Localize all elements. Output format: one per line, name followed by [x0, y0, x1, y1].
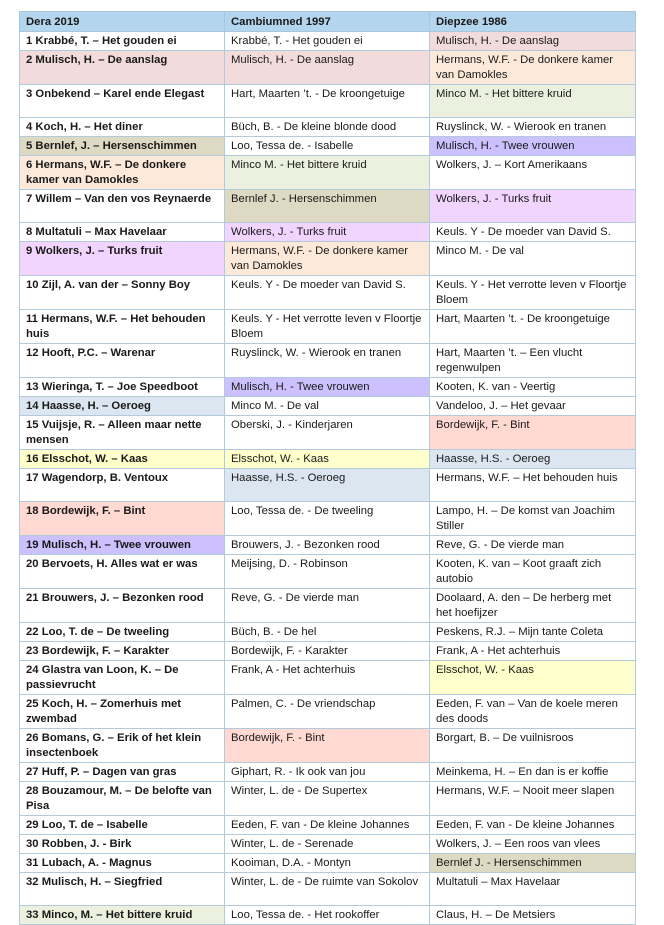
table-row — [20, 835, 636, 854]
table-row — [20, 873, 636, 906]
cambiumned-1997-cell: Winter, L. de - De Supertex — [225, 782, 430, 816]
dera-2019-cell: 21 Brouwers, J. – Bezonken rood — [20, 589, 225, 623]
cambiumned-1997-cell: Büch, B. - De hel — [225, 623, 430, 642]
cambiumned-1997-cell: Krabbé, T. - Het gouden ei — [225, 32, 430, 51]
dera-2019-cell: 8 Multatuli – Max Havelaar — [20, 223, 225, 242]
dera-2019-cell: 27 Huff, P. – Dagen van gras — [20, 763, 225, 782]
cambiumned-1997-cell: Winter, L. de - Serenade — [225, 835, 430, 854]
diepzee-1986-cell: Kooten, K. van - Veertig — [430, 378, 636, 397]
dera-2019-cell: 4 Koch, H. – Het diner — [20, 118, 225, 137]
dera-2019-cell: 25 Koch, H. – Zomerhuis met zwembad — [20, 695, 225, 729]
cambiumned-1997-cell: Bordewijk, F. - Bint — [225, 729, 430, 763]
diepzee-1986-cell: Meinkema, H. – En dan is er koffie — [430, 763, 636, 782]
table-row — [20, 450, 636, 469]
table-row — [20, 378, 636, 397]
table-row — [20, 276, 636, 310]
table-row — [20, 416, 636, 450]
diepzee-1986-cell: Keuls. Y - Het verrotte leven v Floortje Bloem — [430, 276, 636, 310]
diepzee-1986-cell: Kooten, K. van – Koot graaft zich autobio — [430, 555, 636, 589]
diepzee-1986-cell: Claus, H. – De Metsiers — [430, 906, 636, 925]
diepzee-1986-cell: Wolkers, J. – Een roos van vlees — [430, 835, 636, 854]
dera-2019-cell: 19 Mulisch, H. – Twee vrouwen — [20, 536, 225, 555]
diepzee-1986-cell: Minco M. - De val — [430, 242, 636, 276]
diepzee-1986-cell: Hermans, W.F. - De donkere kamer van Damokles — [430, 51, 636, 85]
dera-2019-cell: 28 Bouzamour, M. – De belofte van Pisa — [20, 782, 225, 816]
table-row — [20, 642, 636, 661]
dera-2019-cell: 1 Krabbé, T. – Het gouden ei — [20, 32, 225, 51]
table-row — [20, 242, 636, 276]
dera-2019-cell: 13 Wieringa, T. – Joe Speedboot — [20, 378, 225, 397]
table-row — [20, 502, 636, 536]
dera-2019-cell: 30 Robben, J. - Birk — [20, 835, 225, 854]
table-row — [20, 729, 636, 763]
table-row — [20, 32, 636, 51]
dera-2019-cell: 17 Wagendorp, B. Ventoux — [20, 469, 225, 502]
dera-2019-cell: 10 Zijl, A. van der – Sonny Boy — [20, 276, 225, 310]
dera-2019-cell: 22 Loo, T. de – De tweeling — [20, 623, 225, 642]
diepzee-1986-cell: Hermans, W.F. – Nooit meer slapen — [430, 782, 636, 816]
table-row — [20, 589, 636, 623]
cambiumned-1997-cell: Frank, A - Het achterhuis — [225, 661, 430, 695]
diepzee-1986-cell: Hart, Maarten ’t. – Een vlucht regenwulpen — [430, 344, 636, 378]
diepzee-1986-cell: Multatuli – Max Havelaar — [430, 873, 636, 906]
cambiumned-1997-cell: Winter, L. de - De ruimte van Sokolov — [225, 873, 430, 906]
table-row — [20, 854, 636, 873]
book-lists-table — [19, 11, 636, 925]
diepzee-1986-cell: Wolkers, J. - Turks fruit — [430, 190, 636, 223]
diepzee-1986-cell: Lampo, H. – De komst van Joachim Stiller — [430, 502, 636, 536]
dera-2019-cell: 31 Lubach, A. - Magnus — [20, 854, 225, 873]
dera-2019-cell: 33 Minco, M. – Het bittere kruid — [20, 906, 225, 925]
cambiumned-1997-cell: Loo, Tessa de. - Isabelle — [225, 137, 430, 156]
header-diepzee-1986: Diepzee 1986 — [430, 12, 636, 32]
cambiumned-1997-cell: Loo, Tessa de. - Het rookoffer — [225, 906, 430, 925]
header-row — [20, 12, 636, 32]
diepzee-1986-cell: Peskens, R.J. – Mijn tante Coleta — [430, 623, 636, 642]
cambiumned-1997-cell: Minco M. - De val — [225, 397, 430, 416]
dera-2019-cell: 16 Elsschot, W. – Kaas — [20, 450, 225, 469]
diepzee-1986-cell: Keuls. Y - De moeder van David S. — [430, 223, 636, 242]
cambiumned-1997-cell: Palmen, C. - De vriendschap — [225, 695, 430, 729]
diepzee-1986-cell: Eeden, F. van – Van de koele meren des doods — [430, 695, 636, 729]
diepzee-1986-cell: Frank, A - Het achterhuis — [430, 642, 636, 661]
diepzee-1986-cell: Vandeloo, J. – Het gevaar — [430, 397, 636, 416]
cambiumned-1997-cell: Reve, G. - De vierde man — [225, 589, 430, 623]
cambiumned-1997-cell: Minco M. - Het bittere kruid — [225, 156, 430, 190]
diepzee-1986-cell: Elsschot, W. - Kaas — [430, 661, 636, 695]
diepzee-1986-cell: Doolaard, A. den – De herberg met het hoefijzer — [430, 589, 636, 623]
dera-2019-cell: 3 Onbekend – Karel ende Elegast — [20, 85, 225, 118]
dera-2019-cell: 15 Vuijsje, R. – Alleen maar nette mensen — [20, 416, 225, 450]
dera-2019-cell: 11 Hermans, W.F. – Het behouden huis — [20, 310, 225, 344]
table-row — [20, 137, 636, 156]
dera-2019-cell: 7 Willem – Van den vos Reynaerde — [20, 190, 225, 223]
diepzee-1986-cell: Wolkers, J. – Kort Amerikaans — [430, 156, 636, 190]
cambiumned-1997-cell: Ruyslinck, W. - Wierook en tranen — [225, 344, 430, 378]
table-row — [20, 51, 636, 85]
diepzee-1986-cell: Haasse, H.S. - Oeroeg — [430, 450, 636, 469]
table-row — [20, 623, 636, 642]
diepzee-1986-cell: Hermans, W.F. – Het behouden huis — [430, 469, 636, 502]
dera-2019-cell: 12 Hooft, P.C. – Warenar — [20, 344, 225, 378]
table-row — [20, 156, 636, 190]
cambiumned-1997-cell: Bordewijk, F. - Karakter — [225, 642, 430, 661]
table-row — [20, 816, 636, 835]
cambiumned-1997-cell: Büch, B. - De kleine blonde dood — [225, 118, 430, 137]
diepzee-1986-cell: Minco M. - Het bittere kruid — [430, 85, 636, 118]
dera-2019-cell: 24 Glastra van Loon, K. – De passievrucht — [20, 661, 225, 695]
table-row — [20, 782, 636, 816]
table-body — [20, 32, 636, 925]
dera-2019-cell: 26 Bomans, G. – Erik of het klein insectenboek — [20, 729, 225, 763]
dera-2019-cell: 18 Bordewijk, F. – Bint — [20, 502, 225, 536]
dera-2019-cell: 2 Mulisch, H. – De aanslag — [20, 51, 225, 85]
table-row — [20, 555, 636, 589]
cambiumned-1997-cell: Oberski, J. - Kinderjaren — [225, 416, 430, 450]
dera-2019-cell: 9 Wolkers, J. – Turks fruit — [20, 242, 225, 276]
table-row — [20, 397, 636, 416]
diepzee-1986-cell: Mulisch, H. - De aanslag — [430, 32, 636, 51]
cambiumned-1997-cell: Wolkers, J. - Turks fruit — [225, 223, 430, 242]
table-row — [20, 763, 636, 782]
table-row — [20, 118, 636, 137]
diepzee-1986-cell: Borgart, B. – De vuilnisroos — [430, 729, 636, 763]
table-row — [20, 190, 636, 223]
cambiumned-1997-cell: Hermans, W.F. - De donkere kamer van Damokles — [225, 242, 430, 276]
dera-2019-cell: 29 Loo, T. de – Isabelle — [20, 816, 225, 835]
header-dera-2019: Dera 2019 — [20, 12, 225, 32]
dera-2019-cell: 23 Bordewijk, F. – Karakter — [20, 642, 225, 661]
diepzee-1986-cell: Eeden, F. van - De kleine Johannes — [430, 816, 636, 835]
table-row — [20, 469, 636, 502]
table-row — [20, 223, 636, 242]
cambiumned-1997-cell: Brouwers, J. - Bezonken rood — [225, 536, 430, 555]
cambiumned-1997-cell: Mulisch, H. - Twee vrouwen — [225, 378, 430, 397]
dera-2019-cell: 32 Mulisch, H. – Siegfried — [20, 873, 225, 906]
table-row — [20, 906, 636, 925]
dera-2019-cell: 5 Bernlef, J. – Hersenschimmen — [20, 137, 225, 156]
cambiumned-1997-cell: Mulisch, H. - De aanslag — [225, 51, 430, 85]
table-row — [20, 661, 636, 695]
cambiumned-1997-cell: Eeden, F. van - De kleine Johannes — [225, 816, 430, 835]
table-row — [20, 344, 636, 378]
diepzee-1986-cell: Ruyslinck, W. - Wierook en tranen — [430, 118, 636, 137]
table-row — [20, 310, 636, 344]
cambiumned-1997-cell: Keuls. Y - Het verrotte leven v Floortje Bloem — [225, 310, 430, 344]
diepzee-1986-cell: Reve, G. - De vierde man — [430, 536, 636, 555]
diepzee-1986-cell: Mulisch, H. - Twee vrouwen — [430, 137, 636, 156]
dera-2019-cell: 20 Bervoets, H. Alles wat er was — [20, 555, 225, 589]
cambiumned-1997-cell: Loo, Tessa de. - De tweeling — [225, 502, 430, 536]
dera-2019-cell: 14 Haasse, H. – Oeroeg — [20, 397, 225, 416]
table-row — [20, 536, 636, 555]
cambiumned-1997-cell: Elsschot, W. - Kaas — [225, 450, 430, 469]
table-row — [20, 85, 636, 118]
dera-2019-cell: 6 Hermans, W.F. – De donkere kamer van Damokles — [20, 156, 225, 190]
diepzee-1986-cell: Bernlef J. - Hersenschimmen — [430, 854, 636, 873]
cambiumned-1997-cell: Keuls. Y - De moeder van David S. — [225, 276, 430, 310]
header-cambiumned-1997: Cambiumned 1997 — [225, 12, 430, 32]
cambiumned-1997-cell: Hart, Maarten ’t. - De kroongetuige — [225, 85, 430, 118]
cambiumned-1997-cell: Giphart, R. - Ik ook van jou — [225, 763, 430, 782]
cambiumned-1997-cell: Meijsing, D. - Robinson — [225, 555, 430, 589]
diepzee-1986-cell: Bordewijk, F. - Bint — [430, 416, 636, 450]
cambiumned-1997-cell: Haasse, H.S. - Oeroeg — [225, 469, 430, 502]
diepzee-1986-cell: Hart, Maarten ’t. - De kroongetuige — [430, 310, 636, 344]
table-row — [20, 695, 636, 729]
cambiumned-1997-cell: Kooiman, D.A. - Montyn — [225, 854, 430, 873]
cambiumned-1997-cell: Bernlef J. - Hersenschimmen — [225, 190, 430, 223]
